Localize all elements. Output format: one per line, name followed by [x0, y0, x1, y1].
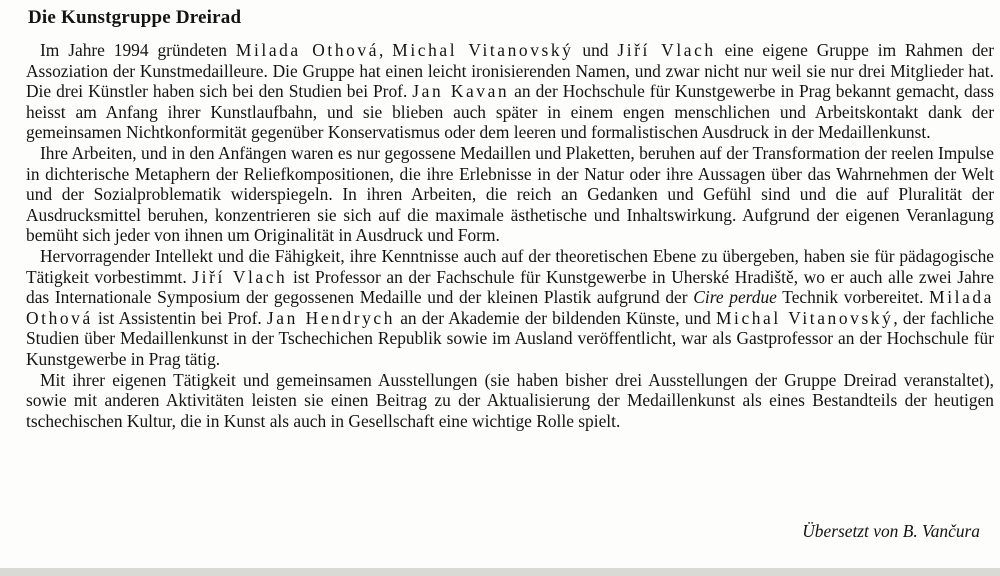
- name-jiri-vlach: Jiří Vlach: [617, 40, 716, 60]
- p3-text-f: , der fachliche Studien über Medaillenkunst in der Tschechichen Republik sowie im Ausland veröffentlicht, war als Gastprofessor an der Hochschule für Kunstgewerbe in Prag tätig.: [26, 307, 995, 369]
- name-milada-othova-2: Milada Othová: [26, 287, 994, 328]
- article-body: [26, 40, 994, 431]
- p1-text-b: ,: [379, 40, 393, 60]
- credit-prefix: Übersetzt von: [802, 521, 899, 541]
- name-jan-hendrych: Jan Hendrych: [266, 307, 396, 328]
- cire-perdue-term: Cire perdue: [693, 287, 777, 308]
- name-jan-kavan: Jan Kavan: [412, 81, 510, 102]
- p1-text-d: eine eigene Gruppe im Rahmen der Assoziation der Kunstmedailleure. Die Gruppe hat einen leicht ironisierenden Namen, und zwar nicht nur weil sie nur drei Mitglieder hat. Die drei Künstler haben sich bei den Studien bei Prof.: [26, 40, 995, 102]
- p3-text-c: Technik vorbereitet.: [776, 287, 930, 308]
- p3-text-e: an der Akademie der bildenden Künste, und: [395, 307, 716, 328]
- paragraph-founding: [26, 40, 994, 143]
- p1-text-e: an der Hochschule für Kunstgewerbe in Prag bekannt gemacht, dass heisst am Anfang ihrer Kunstlaufbahn, und sie blieben auch später in einem engen menschlichen und Arbeitskontakt dank der gemeinsamen Nichtkonformität gegenüber Konservatismus oder dem leeren und formalistischen Ausdruck in der Medaillenkunst.: [26, 81, 994, 143]
- paragraph-works: Ihre Arbeiten, und in den Anfängen waren es nur gegossene Medaillen und Plaketten, beruhen auf der Transformation der reelen Impulse in dichterische Metaphern der Reliefkompositionen, die ihre Erlebnisse in der Natur oder ihre Aussagen über das Wahrnehmen der Welt und der Sozialproblematik widerspiegeln. In ihren Arbeiten, die reich an Gedanken und Gefühl sind und die auf Pluralität der Ausdrucksmittel beruhen, konzentrieren sie sich auf die maximale ästhetische und Inhaltswirkung. Aufgrund der eigenen Veranlagung bemüht sich jeder von ihnen um Originalität in Ausdruck und Form.: [26, 142, 994, 246]
- name-milada-othova: Milada Othová: [235, 40, 380, 60]
- page-bottom-edge: [0, 568, 1000, 576]
- translator-credit: [802, 521, 980, 541]
- credit-name: B. Vančura: [902, 521, 980, 541]
- name-michal-vitanovsky: Michal Vitanovský: [392, 40, 574, 60]
- name-michal-vitanovsky-2: Michal Vitanovský: [715, 307, 894, 328]
- document-title: Die Kunstgruppe Dreirad: [28, 7, 242, 28]
- paragraph-teaching: [26, 246, 994, 370]
- p1-text-a: Im Jahre 1994 gründeten: [40, 40, 236, 60]
- p3-text-b: ist Professor an der Fachschule für Kunstgewerbe in Uherské Hradiště, wo er auch alle zwei Jahre das Internationale Symposium der gegossenen Medaille und der kleinen Plastik aufgrund der: [26, 266, 995, 308]
- p3-text-d: ist Assistentin bei Prof.: [92, 307, 267, 328]
- paragraph-exhibitions: Mit ihrer eigenen Tätigkeit und gemeinsamen Ausstellungen (sie haben bisher drei Ausstellungen der Gruppe Dreirad veranstaltet), sowie mit anderen Aktivitäten leisten sie einen Beitrag zu der Aktualisierung der Medaillenkunst als eines Bestandteils der heutigen tschechischen Kultur, die in Kunst als auch in Gesellschaft eine wichtige Rolle spielt.: [26, 369, 994, 431]
- p3-text-a: Hervorragender Intellekt und die Fähigkeit, ihre Kenntnisse auch auf der theoretischen Ebene zu übergeben, haben sie für pädagogische Tätigkeit vorbestimmt.: [26, 245, 994, 287]
- p1-text-c: und: [573, 40, 618, 60]
- name-jiri-vlach-2: Jiří Vlach: [192, 266, 288, 287]
